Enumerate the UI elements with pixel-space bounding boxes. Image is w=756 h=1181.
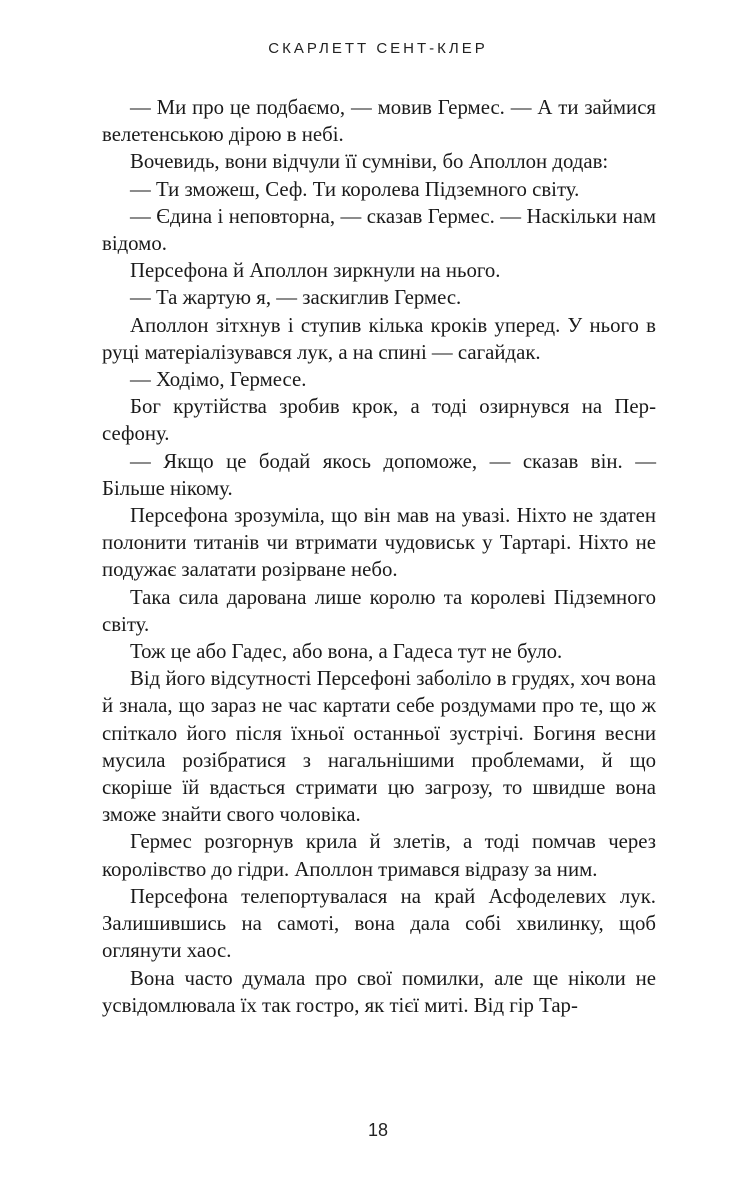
paragraph: Тож це або Гадес, або вона, а Гадеса тут не було. <box>130 640 563 664</box>
paragraph: Персефона й Аполлон зиркнули на нього. <box>130 259 501 283</box>
paragraph: — Ходімо, Гермесе. <box>130 368 307 392</box>
paragraph: — Ми про це подбаємо, — мовив Гермес. — А ти займися велетенською дірою в небі. <box>102 96 656 147</box>
page-number: 18 <box>367 1120 389 1140</box>
paragraph: Вона часто думала про свої помилки, але ще ніколи не усвідомлювала їх так гостро, як тієї миті. Від гір Тар- <box>102 966 656 1017</box>
paragraph: Така сила дарована лише королю та королеві Підземного світу. <box>102 585 656 636</box>
paragraph: Гермес розгорнув крила й злетів, а тоді помчав через королівство до гідри. Аполлон тримався відразу за ним. <box>102 830 656 881</box>
body-text <box>102 94 656 1019</box>
paragraph: — Ти зможеш, Сеф. Ти королева Підземного світу. <box>130 177 580 201</box>
paragraph: — Єдина і неповторна, — сказав Гермес. — Наскільки нам відомо. <box>102 204 656 256</box>
paragraph: Персефона телепортувалася на край Асфоделевих лук. Залишившись на самоті, вона дала собі хвилинку, щоб оглянути хаос. <box>102 884 656 963</box>
paragraph: Від його відсутності Персефоні заболіло в грудях, хоч вона й знала, що зараз не час картати себе роздумами про те, що ж спіткало його після їхньої останньої зустрічі. Богиня весни мусила розібратися з нагальнішими проблемами, й що скоріше їй вдасться стримати цю загрозу, то швидше вона зможе знайти свого чоловіка. <box>102 667 656 827</box>
paragraph: Аполлон зітхнув і ступив кілька кроків уперед. У нього в руці матеріалізувався лук, а на спині — сагайдак. <box>102 313 656 364</box>
paragraph: — Та жартую я, — заскиглив Гермес. <box>130 286 462 310</box>
paragraph: Бог крутійства зробив крок, а тоді озирнувся на Персефону. <box>102 395 656 446</box>
paragraph: Персефона зрозуміла, що він мав на увазі. Ніхто не здатен полонити титанів чи втримати чудовиськ у Тартарі. Ніхто не подужає залатати розірване небо. <box>102 504 656 582</box>
paragraph: Вочевидь, вони відчули її сумніви, бо Аполлон додав: <box>130 150 609 174</box>
running-header: СКАРЛЕТТ СЕНТ-КЛЕР <box>268 40 488 57</box>
paragraph: — Якщо це бодай якось допоможе, — сказав він. — Більше нікому. <box>102 449 656 500</box>
